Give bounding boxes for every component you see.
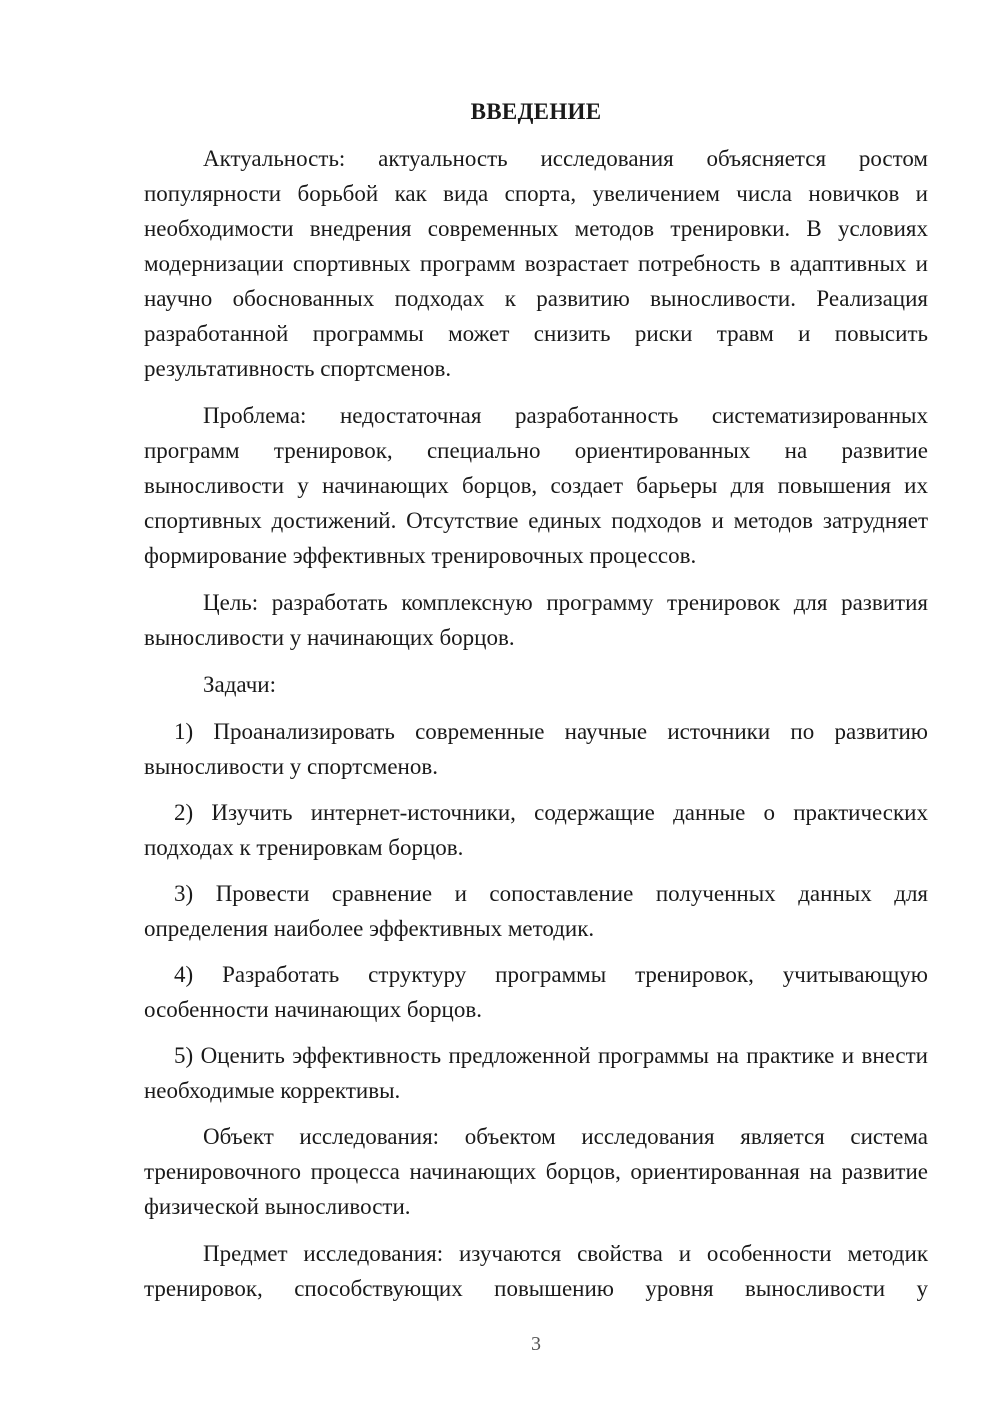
task-item: 2) Изучить интернет-источники, содержащие данные о практических подходах к тренировкам борцов. xyxy=(144,800,928,860)
object-paragraph: Объект исследования: объектом исследования является система тренировочного процесса начинающих борцов, ориентированная на развитие физической выносливости. xyxy=(144,1124,928,1219)
section-title: ВВЕДЕНИЕ xyxy=(470,99,602,124)
goal-paragraph: Цель: разработать комплексную программу тренировок для развития выносливости у начинающих борцов. xyxy=(144,590,928,650)
relevance-paragraph: Актуальность: актуальность исследования объясняется ростом популярности борьбой как вида спорта, увеличением числа новичков и необходимости внедрения современных методов тренировки. В условиях модернизации спортивных программ возрастает потребность в адаптивных и научно обоснованных подходах к развитию выносливости. Реализация разработанной программы может снизить риски травм и повысить результативность спортсменов. xyxy=(144,146,928,381)
task-item: 4) Разработать структуру программы тренировок, учитывающую особенности начинающих борцов. xyxy=(144,962,928,1022)
document-page xyxy=(144,94,928,1318)
problem-paragraph: Проблема: недостаточная разработанность систематизированных программ тренировок, специально ориентированных на развитие выносливости у начинающих борцов, создает барьеры для повышения их спортивных достижений. Отсутствие единых подходов и методов затрудняет формирование эффективных тренировочных процессов. xyxy=(144,403,928,568)
tasks-list xyxy=(144,714,928,1108)
subject-paragraph: Предмет исследования: изучаются свойства и особенности методик тренировок, способствующих повышению уровня выносливости у xyxy=(144,1241,928,1301)
task-item: 5) Оценить эффективность предложенной программы на практике и внести необходимые коррективы. xyxy=(144,1043,928,1103)
page-number: 3 xyxy=(531,1333,541,1355)
task-item: 3) Провести сравнение и сопоставление полученных данных для определения наиболее эффективных методик. xyxy=(144,881,928,941)
tasks-heading: Задачи: xyxy=(203,672,276,697)
task-item: 1) Проанализировать современные научные источники по развитию выносливости у спортсменов. xyxy=(144,719,928,779)
